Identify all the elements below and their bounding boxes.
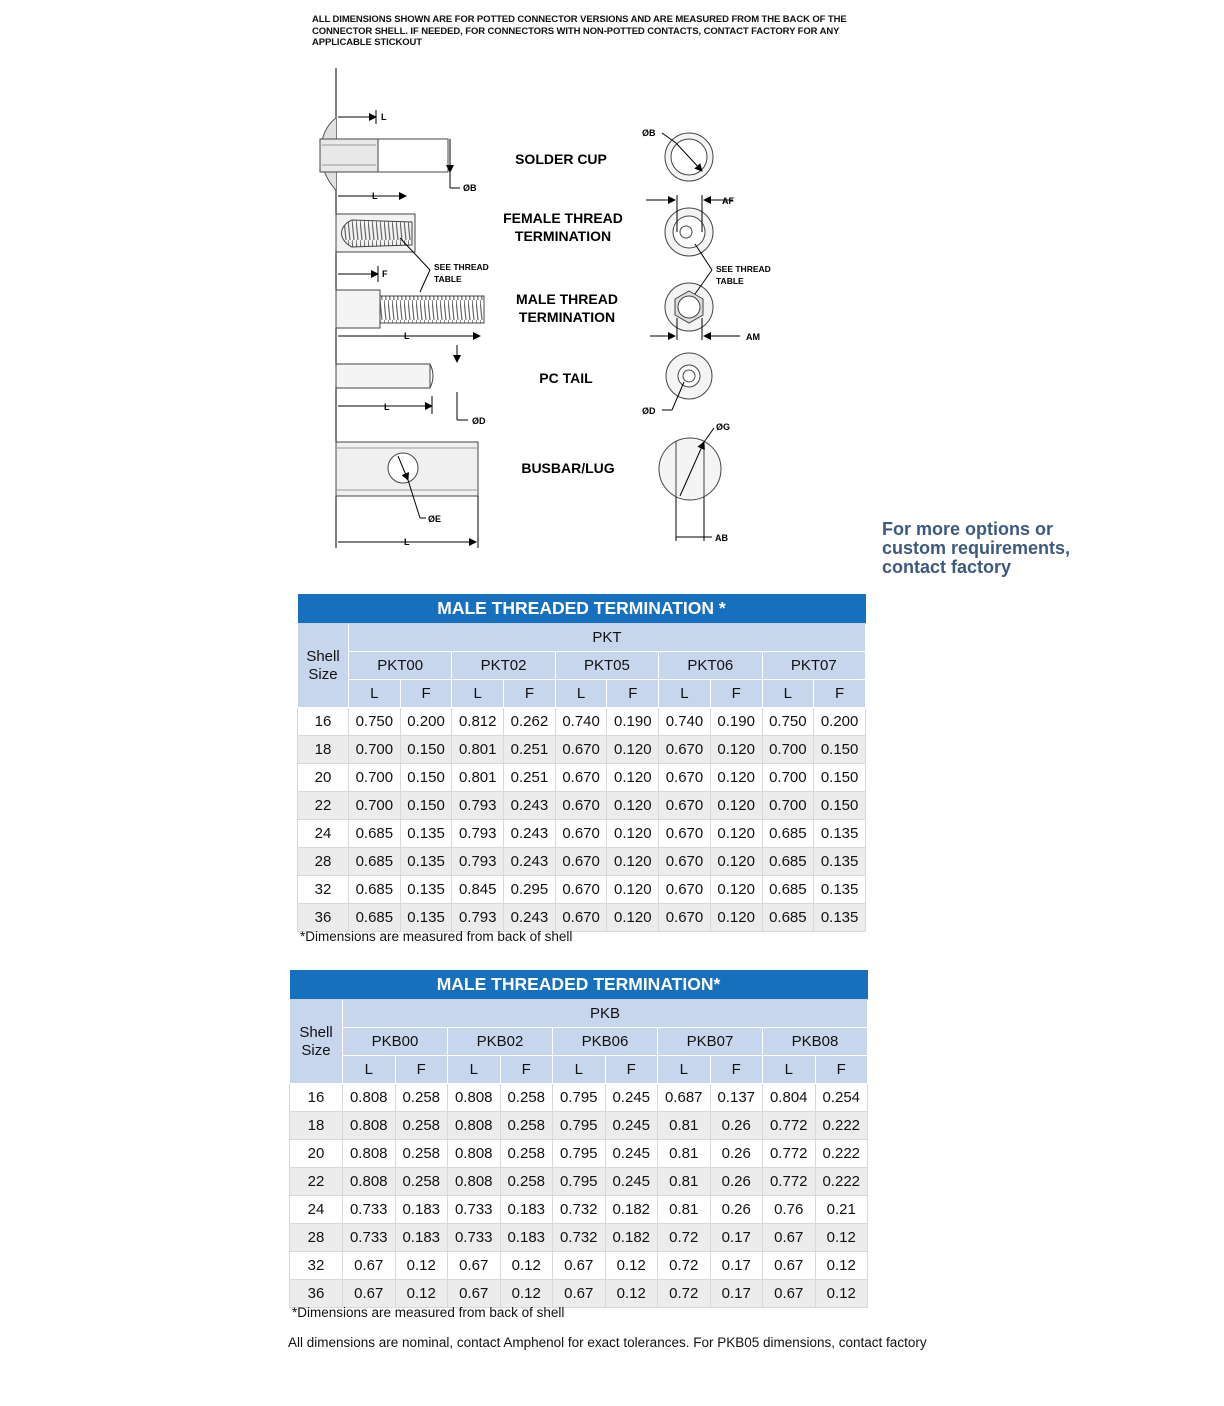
shell-size-cell: 20	[298, 764, 349, 792]
value-cell: 0.808	[343, 1168, 396, 1196]
model-header: PKB06	[553, 1028, 658, 1056]
label-pc-tail: PC TAIL	[539, 370, 593, 386]
value-cell: 0.670	[659, 764, 711, 792]
subcol-header: L	[658, 1056, 711, 1084]
value-cell: 0.120	[607, 764, 659, 792]
value-cell: 0.150	[400, 792, 452, 820]
shell-size-cell: 28	[298, 848, 349, 876]
value-cell: 0.135	[814, 876, 866, 904]
value-cell: 0.262	[504, 708, 556, 736]
custom-requirements-note: For more options or custom requirements, contact factory	[882, 519, 1071, 577]
value-cell: 0.120	[710, 764, 762, 792]
value-cell: 0.120	[607, 736, 659, 764]
subcol-header: L	[555, 680, 607, 708]
value-cell: 0.670	[659, 736, 711, 764]
value-cell: 0.245	[605, 1084, 658, 1112]
table-row	[298, 876, 866, 904]
value-cell: 0.670	[555, 736, 607, 764]
value-cell: 0.251	[504, 736, 556, 764]
table-row	[290, 1112, 868, 1140]
value-cell: 0.120	[607, 792, 659, 820]
value-cell: 0.670	[659, 876, 711, 904]
table-row	[290, 1280, 868, 1308]
value-cell: 0.808	[343, 1112, 396, 1140]
shell-size-cell: 36	[298, 904, 349, 932]
value-cell: 0.222	[815, 1168, 868, 1196]
value-cell: 0.12	[815, 1280, 868, 1308]
pkt-table-title: MALE THREADED TERMINATION *	[298, 594, 866, 624]
shell-size-header: Shell Size	[298, 624, 349, 708]
value-cell: 0.772	[763, 1140, 816, 1168]
value-cell: 0.21	[815, 1196, 868, 1224]
table-row	[298, 708, 866, 736]
value-cell: 0.120	[710, 792, 762, 820]
value-cell: 0.150	[814, 792, 866, 820]
shell-size-cell: 18	[298, 736, 349, 764]
subcol-header: L	[452, 680, 504, 708]
value-cell: 0.12	[815, 1252, 868, 1280]
pc-tail-drawing	[336, 345, 486, 426]
table-row	[290, 1084, 868, 1112]
value-cell: 0.67	[553, 1280, 606, 1308]
value-cell: 0.67	[763, 1280, 816, 1308]
value-cell: 0.67	[553, 1252, 606, 1280]
value-cell: 0.685	[349, 848, 401, 876]
value-cell: 0.808	[448, 1140, 501, 1168]
table-row	[290, 1252, 868, 1280]
dim-AM-label: AM	[746, 332, 760, 342]
table-row	[290, 1168, 868, 1196]
value-cell: 0.200	[400, 708, 452, 736]
value-cell: 0.72	[658, 1224, 711, 1252]
label-busbar: BUSBAR/LUG	[521, 460, 615, 476]
value-cell: 0.135	[814, 848, 866, 876]
value-cell: 0.12	[815, 1224, 868, 1252]
shell-size-cell: 18	[290, 1112, 343, 1140]
label-solder-cup: SOLDER CUP	[515, 151, 607, 167]
value-cell: 0.801	[452, 764, 504, 792]
bottom-note: All dimensions are nominal, contact Amphenol for exact tolerances. For PKB05 dimensions, contact factory	[288, 1335, 927, 1350]
shell-size-header: Shell Size	[290, 1000, 343, 1084]
value-cell: 0.685	[762, 904, 814, 932]
value-cell: 0.12	[605, 1280, 658, 1308]
pkb-table-body	[290, 1084, 868, 1308]
table-row	[290, 1224, 868, 1252]
model-header: PKT00	[349, 652, 452, 680]
table-row	[298, 736, 866, 764]
value-cell: 0.120	[710, 876, 762, 904]
value-cell: 0.258	[500, 1168, 553, 1196]
subcol-header: F	[710, 1056, 763, 1084]
value-cell: 0.12	[500, 1252, 553, 1280]
value-cell: 0.700	[762, 764, 814, 792]
value-cell: 0.685	[762, 848, 814, 876]
table-row	[298, 820, 866, 848]
subcol-header: L	[448, 1056, 501, 1084]
shell-size-cell: 16	[290, 1084, 343, 1112]
value-cell: 0.733	[343, 1224, 396, 1252]
value-cell: 0.251	[504, 764, 556, 792]
shell-size-cell: 20	[290, 1140, 343, 1168]
value-cell: 0.67	[448, 1280, 501, 1308]
value-cell: 0.135	[400, 820, 452, 848]
pkt-table-body	[298, 708, 866, 932]
value-cell: 0.243	[504, 904, 556, 932]
value-cell: 0.81	[658, 1168, 711, 1196]
shell-size-cell: 24	[298, 820, 349, 848]
pkb-model-row	[290, 1028, 868, 1056]
value-cell: 0.254	[815, 1084, 868, 1112]
table-row	[298, 792, 866, 820]
value-cell: 0.120	[710, 736, 762, 764]
value-cell: 0.258	[500, 1140, 553, 1168]
busbar-drawing	[336, 442, 478, 548]
value-cell: 0.137	[710, 1084, 763, 1112]
value-cell: 0.81	[658, 1196, 711, 1224]
value-cell: 0.17	[710, 1252, 763, 1280]
dim-D-end-label: ØD	[642, 406, 656, 416]
shell-size-cell: 32	[298, 876, 349, 904]
value-cell: 0.12	[605, 1252, 658, 1280]
value-cell: 0.772	[763, 1112, 816, 1140]
subcol-header: F	[710, 680, 762, 708]
value-cell: 0.12	[500, 1280, 553, 1308]
value-cell: 0.26	[710, 1112, 763, 1140]
value-cell: 0.120	[607, 848, 659, 876]
value-cell: 0.76	[763, 1196, 816, 1224]
value-cell: 0.700	[762, 736, 814, 764]
value-cell: 0.67	[448, 1252, 501, 1280]
subcol-header: F	[500, 1056, 553, 1084]
dim-D-label: ØD	[472, 416, 486, 426]
shell-size-cell: 24	[290, 1196, 343, 1224]
value-cell: 0.120	[607, 876, 659, 904]
table-row	[290, 1140, 868, 1168]
value-cell: 0.258	[395, 1168, 448, 1196]
shell-size-cell: 36	[290, 1280, 343, 1308]
table-row	[298, 848, 866, 876]
value-cell: 0.150	[400, 736, 452, 764]
pkb-group-header: PKB	[343, 1000, 868, 1028]
label-female-thread-1: FEMALE THREAD	[503, 210, 623, 226]
value-cell: 0.845	[452, 876, 504, 904]
value-cell: 0.772	[763, 1168, 816, 1196]
value-cell: 0.258	[500, 1112, 553, 1140]
value-cell: 0.17	[710, 1224, 763, 1252]
value-cell: 0.793	[452, 848, 504, 876]
subcol-header: F	[605, 1056, 658, 1084]
table-row	[298, 904, 866, 932]
table-row	[290, 1196, 868, 1224]
value-cell: 0.700	[349, 736, 401, 764]
dim-AB-label: AB	[715, 533, 728, 543]
value-cell: 0.81	[658, 1112, 711, 1140]
value-cell: 0.670	[659, 792, 711, 820]
value-cell: 0.120	[710, 904, 762, 932]
see-thread-label-1: SEE THREAD	[434, 262, 489, 272]
subcol-header: F	[504, 680, 556, 708]
busbar-end-view	[659, 422, 730, 543]
value-cell: 0.183	[500, 1196, 553, 1224]
value-cell: 0.245	[605, 1168, 658, 1196]
dim-AF-label: AF	[722, 196, 734, 206]
female-thread-drawing	[336, 214, 489, 292]
subcol-header: F	[814, 680, 866, 708]
label-male-thread-1: MALE THREAD	[516, 291, 618, 307]
value-cell: 0.245	[605, 1112, 658, 1140]
value-cell: 0.17	[710, 1280, 763, 1308]
shell-size-cell: 22	[298, 792, 349, 820]
dim-L-label: L	[372, 191, 378, 201]
shell-size-cell: 28	[290, 1224, 343, 1252]
value-cell: 0.795	[553, 1112, 606, 1140]
value-cell: 0.732	[553, 1224, 606, 1252]
value-cell: 0.801	[452, 736, 504, 764]
value-cell: 0.670	[555, 904, 607, 932]
value-cell: 0.67	[763, 1224, 816, 1252]
top-note: ALL DIMENSIONS SHOWN ARE FOR POTTED CONNECTOR VERSIONS AND ARE MEASURED FROM THE BACK OF THE CONNECTOR SHELL. IF NEEDED, FOR CONNECTORS WITH NON-POTTED CONTACTS, CONTACT FACTORY FOR ANY APPLICABLE STICKOUT	[312, 14, 847, 48]
value-cell: 0.804	[763, 1084, 816, 1112]
value-cell: 0.795	[553, 1084, 606, 1112]
value-cell: 0.670	[659, 904, 711, 932]
value-cell: 0.685	[349, 820, 401, 848]
dim-B-label: ØB	[463, 183, 477, 193]
value-cell: 0.135	[814, 820, 866, 848]
value-cell: 0.183	[395, 1196, 448, 1224]
value-cell: 0.258	[500, 1084, 553, 1112]
pkb-sub-row	[290, 1056, 868, 1084]
value-cell: 0.700	[349, 764, 401, 792]
value-cell: 0.243	[504, 820, 556, 848]
value-cell: 0.808	[448, 1084, 501, 1112]
value-cell: 0.733	[343, 1196, 396, 1224]
value-cell: 0.700	[349, 792, 401, 820]
value-cell: 0.700	[762, 792, 814, 820]
value-cell: 0.670	[555, 876, 607, 904]
value-cell: 0.120	[710, 820, 762, 848]
male-thread-end-view	[650, 244, 771, 342]
dim-F-label: F	[382, 269, 388, 279]
value-cell: 0.67	[763, 1252, 816, 1280]
value-cell: 0.750	[349, 708, 401, 736]
value-cell: 0.808	[448, 1112, 501, 1140]
value-cell: 0.135	[814, 904, 866, 932]
value-cell: 0.182	[605, 1196, 658, 1224]
pkt-model-row	[298, 652, 866, 680]
see-thread-label-2: TABLE	[434, 274, 462, 284]
value-cell: 0.808	[343, 1140, 396, 1168]
value-cell: 0.750	[762, 708, 814, 736]
value-cell: 0.243	[504, 848, 556, 876]
shell-size-cell: 16	[298, 708, 349, 736]
model-header: PKT06	[659, 652, 762, 680]
model-header: PKT05	[555, 652, 658, 680]
value-cell: 0.793	[452, 792, 504, 820]
value-cell: 0.120	[607, 820, 659, 848]
shell-size-cell: 22	[290, 1168, 343, 1196]
pkb-footnote: *Dimensions are measured from back of shell	[292, 1305, 565, 1320]
value-cell: 0.740	[555, 708, 607, 736]
value-cell: 0.808	[448, 1168, 501, 1196]
value-cell: 0.67	[343, 1252, 396, 1280]
value-cell: 0.183	[395, 1224, 448, 1252]
see-thread-end-label-1: SEE THREAD	[716, 264, 771, 274]
value-cell: 0.12	[395, 1252, 448, 1280]
solder-cup-drawing	[320, 110, 477, 201]
subcol-header: L	[762, 680, 814, 708]
value-cell: 0.258	[395, 1140, 448, 1168]
value-cell: 0.150	[400, 764, 452, 792]
value-cell: 0.685	[349, 904, 401, 932]
value-cell: 0.190	[710, 708, 762, 736]
subcol-header: F	[815, 1056, 868, 1084]
subcol-header: F	[607, 680, 659, 708]
dim-L-label: L	[384, 402, 390, 412]
value-cell: 0.222	[815, 1112, 868, 1140]
value-cell: 0.150	[814, 764, 866, 792]
pkt-sub-row	[298, 680, 866, 708]
dim-L-label: L	[404, 537, 410, 547]
label-female-thread-2: TERMINATION	[514, 228, 612, 244]
value-cell: 0.26	[710, 1140, 763, 1168]
subcol-header: F	[400, 680, 452, 708]
value-cell: 0.687	[658, 1084, 711, 1112]
model-header: PKB07	[658, 1028, 763, 1056]
value-cell: 0.732	[553, 1196, 606, 1224]
value-cell: 0.72	[658, 1280, 711, 1308]
value-cell: 0.733	[448, 1196, 501, 1224]
subcol-header: L	[659, 680, 711, 708]
value-cell: 0.222	[815, 1140, 868, 1168]
value-cell: 0.26	[710, 1168, 763, 1196]
female-thread-end-view	[646, 195, 734, 256]
value-cell: 0.243	[504, 792, 556, 820]
value-cell: 0.812	[452, 708, 504, 736]
value-cell: 0.81	[658, 1140, 711, 1168]
value-cell: 0.733	[448, 1224, 501, 1252]
value-cell: 0.120	[607, 904, 659, 932]
model-header: PKB00	[343, 1028, 448, 1056]
value-cell: 0.120	[710, 848, 762, 876]
solder-cup-end-view	[642, 128, 713, 181]
shell-size-cell: 32	[290, 1252, 343, 1280]
value-cell: 0.808	[343, 1084, 396, 1112]
termination-diagram	[290, 60, 810, 560]
value-cell: 0.685	[762, 820, 814, 848]
value-cell: 0.685	[762, 876, 814, 904]
value-cell: 0.740	[659, 708, 711, 736]
model-header: PKB02	[448, 1028, 553, 1056]
dim-L-label: L	[381, 112, 387, 122]
value-cell: 0.12	[395, 1280, 448, 1308]
value-cell: 0.135	[400, 904, 452, 932]
pc-tail-end-view	[642, 353, 712, 416]
pkt-table	[297, 594, 866, 932]
male-thread-drawing	[336, 290, 484, 341]
value-cell: 0.258	[395, 1112, 448, 1140]
value-cell: 0.245	[605, 1140, 658, 1168]
subcol-header: L	[553, 1056, 606, 1084]
value-cell: 0.670	[555, 848, 607, 876]
value-cell: 0.135	[400, 876, 452, 904]
pkb-table-title: MALE THREADED TERMINATION*	[290, 970, 868, 1000]
table-row	[298, 764, 866, 792]
value-cell: 0.150	[814, 736, 866, 764]
value-cell: 0.200	[814, 708, 866, 736]
value-cell: 0.685	[349, 876, 401, 904]
subcol-header: L	[349, 680, 401, 708]
value-cell: 0.258	[395, 1084, 448, 1112]
pkb-table	[289, 970, 868, 1308]
value-cell: 0.182	[605, 1224, 658, 1252]
value-cell: 0.795	[553, 1168, 606, 1196]
value-cell: 0.793	[452, 820, 504, 848]
value-cell: 0.135	[400, 848, 452, 876]
value-cell: 0.670	[555, 764, 607, 792]
dim-E-label: ØE	[428, 514, 442, 524]
dim-B-end-label: ØB	[642, 128, 656, 138]
value-cell: 0.670	[659, 820, 711, 848]
model-header: PKT07	[762, 652, 866, 680]
model-header: PKB08	[763, 1028, 868, 1056]
value-cell: 0.67	[343, 1280, 396, 1308]
model-header: PKT02	[452, 652, 555, 680]
see-thread-end-label-2: TABLE	[716, 276, 744, 286]
subcol-header: L	[343, 1056, 396, 1084]
value-cell: 0.72	[658, 1252, 711, 1280]
dim-L-label: L	[404, 331, 410, 341]
value-cell: 0.183	[500, 1224, 553, 1252]
label-male-thread-2: TERMINATION	[518, 309, 616, 325]
value-cell: 0.670	[555, 792, 607, 820]
subcol-header: F	[395, 1056, 448, 1084]
value-cell: 0.190	[607, 708, 659, 736]
pkt-footnote: *Dimensions are measured from back of shell	[300, 929, 573, 944]
value-cell: 0.26	[710, 1196, 763, 1224]
subcol-header: L	[763, 1056, 816, 1084]
dim-G-label: ØG	[716, 422, 731, 432]
value-cell: 0.295	[504, 876, 556, 904]
pkt-group-header: PKT	[349, 624, 866, 652]
value-cell: 0.670	[659, 848, 711, 876]
value-cell: 0.795	[553, 1140, 606, 1168]
value-cell: 0.793	[452, 904, 504, 932]
value-cell: 0.670	[555, 820, 607, 848]
